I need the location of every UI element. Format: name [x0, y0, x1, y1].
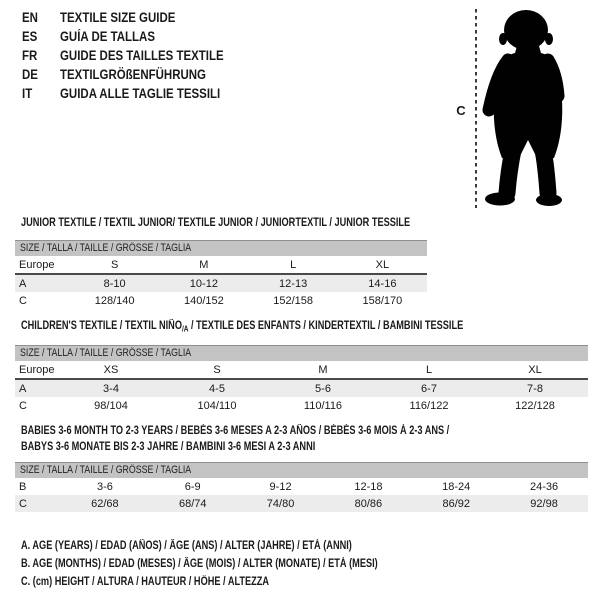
size-cell: S [110, 258, 119, 271]
table-row-a [15, 380, 588, 397]
table-row-europe [15, 256, 427, 275]
language-header [22, 8, 253, 103]
section-title-babies: BABIES 3-6 MONTH TO 2-3 YEARS / BEBÉS 3-6 MESES A 2-3 AÑOS / BÉBÉS 3-6 MOIS À 2-3 ANS / BABYS 3-6 MONATE BIS 2-3 JAHRE / BAMBINI 3-6 MESI A 2-3 ANNI [21, 425, 450, 453]
value-cell: 80/86 [354, 497, 383, 510]
language-row [22, 8, 253, 27]
height-measure-label: C [456, 103, 466, 118]
value-cell: 110/116 [303, 399, 343, 412]
language-row [22, 27, 253, 46]
language-title: GUIDE DES TAILLES TEXTILE [60, 48, 224, 63]
value-cell: 18-24 [442, 480, 471, 493]
language-code: ES [22, 29, 38, 44]
value-cell: 7-8 [527, 382, 543, 395]
language-code: FR [22, 48, 38, 63]
value-cell: 122/128 [515, 399, 555, 412]
size-header-band: SIZE / TALLA / TAILLE / GRÖSSE / TAGLIA [15, 241, 427, 256]
footnotes [21, 537, 467, 591]
row-label: A [19, 277, 27, 290]
value-cell: 158/170 [362, 294, 403, 307]
row-label: Europe [19, 258, 55, 271]
value-cell: 152/158 [273, 294, 313, 307]
value-cell: 68/74 [178, 497, 207, 510]
language-row [22, 65, 253, 84]
size-cell: M [199, 258, 209, 271]
value-cell: 14-16 [368, 277, 397, 290]
language-title: GUIDA ALLE TAGLIE TESSILI [60, 86, 221, 101]
row-label: C [19, 399, 27, 412]
language-title: GUÍA DE TALLAS [60, 29, 155, 44]
children-size-table [15, 345, 588, 414]
table-row-b [15, 478, 588, 495]
value-cell: 6-9 [184, 480, 201, 493]
language-code: DE [22, 67, 38, 82]
value-cell: 12-18 [354, 480, 383, 493]
value-cell: 140/152 [183, 294, 224, 307]
value-cell: 4-5 [209, 382, 225, 395]
value-cell: 74/80 [266, 497, 295, 510]
size-header-band: SIZE / TALLA / TAILLE / GRÖSSE / TAGLIA [15, 346, 588, 361]
value-cell: 62/68 [91, 497, 119, 510]
value-cell: 12-13 [279, 277, 308, 290]
language-code: IT [22, 86, 33, 101]
language-title: TEXTILGRÖßENFÜHRUNG [60, 67, 206, 82]
row-label: Europe [19, 363, 55, 376]
table-row-c [15, 495, 588, 512]
value-cell: 10-12 [189, 277, 218, 290]
junior-size-table [15, 240, 427, 309]
row-label: B [19, 480, 27, 493]
value-cell: 8-10 [103, 277, 126, 290]
size-cell: L [425, 363, 433, 376]
value-cell: 9-12 [269, 480, 292, 493]
value-cell: 92/98 [530, 497, 558, 510]
value-cell: 104/110 [197, 399, 237, 412]
size-cell: S [213, 363, 221, 376]
language-code: EN [22, 10, 38, 25]
value-cell: 98/104 [94, 399, 128, 412]
table-row-c [15, 397, 588, 414]
table-row-europe [15, 361, 588, 380]
section-title-children: CHILDREN'S TEXTILE / TEXTIL $NIÑO_{/A}$ / TEXTILE DES ENFANTS / KINDERTEXTIL / BAMBINI TESSILE [21, 320, 464, 334]
value-cell: 3-4 [103, 382, 119, 395]
baby-silhouette-figure [440, 0, 600, 220]
footnote-c: C. (cm) HEIGHT / ALTURA / HAUTEUR / HÖHE / ALTEZZA [21, 576, 270, 588]
language-title: TEXTILE SIZE GUIDE [60, 10, 176, 25]
size-header-band: SIZE / TALLA / TAILLE / GRÖSSE / TAGLIA [15, 463, 588, 478]
language-row [22, 84, 253, 103]
section-title-junior: JUNIOR TEXTILE / TEXTIL JUNIOR/ TEXTILE JUNIOR / JUNIORTEXTIL / JUNIOR TESSILE [21, 217, 411, 229]
baby-silhouette-shape [485, 10, 562, 206]
value-cell: 86/92 [442, 497, 470, 510]
footnote-a: A. AGE (YEARS) / EDAD (AÑOS) / ÂGE (ANS) / ALTER (JAHRE) / ETÀ (ANNI) [21, 540, 352, 552]
value-cell: 24-36 [529, 480, 559, 493]
size-cell: XS [103, 363, 119, 376]
row-label: C [19, 294, 27, 307]
size-cell: L [290, 258, 297, 271]
table-row-a [15, 275, 427, 292]
value-cell: 5-6 [315, 382, 331, 395]
value-cell: 128/140 [94, 294, 135, 307]
size-cell: XL [528, 363, 542, 376]
value-cell: 6-7 [421, 382, 437, 395]
value-cell: 116/122 [409, 399, 449, 412]
table-row-c [15, 292, 427, 309]
size-cell: M [318, 363, 328, 376]
value-cell: 3-6 [96, 480, 113, 493]
babies-size-table [15, 462, 588, 512]
language-row [22, 46, 253, 65]
footnote-b: B. AGE (MONTHS) / EDAD (MESES) / ÂGE (MOIS) / ALTER (MONATE) / ETÀ (MESI) [21, 558, 378, 570]
size-cell: XL [375, 258, 390, 271]
row-label: A [19, 382, 27, 395]
row-label: C [19, 497, 27, 510]
